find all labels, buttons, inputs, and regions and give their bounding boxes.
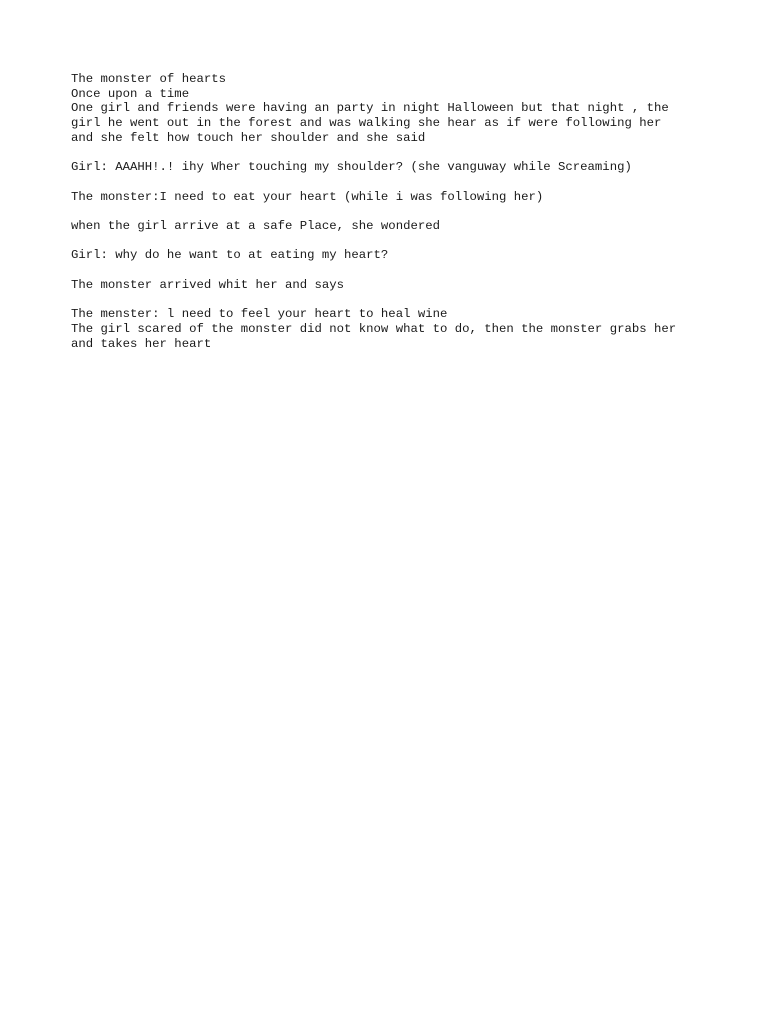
paragraph-1-line-1: One girl and friends were having an party in night Halloween but that night , the [71,101,669,116]
girl-dialogue-2: Girl: why do he want to at eating my heart? [71,248,389,263]
story-intro: Once upon a time [71,86,190,101]
narration-2: The monster arrived whit her and says [71,277,345,292]
girl-dialogue-1: Girl: AAAHH!.! ihy Wher touching my shoulder? (she vanguway while Screaming) [71,160,632,175]
story-title: The monster of hearts [71,72,226,86]
document-page [71,72,731,351]
monster-dialogue-2: The menster: l need to feel your heart to heal wine [71,307,448,322]
final-paragraph-line-1: The girl scared of the monster did not know what to do, then the monster grabs her [71,321,677,336]
monster-dialogue-1: The monster:I need to eat your heart (while i was following her) [71,189,544,204]
narration-1: when the girl arrive at a safe Place, she wondered [71,218,440,233]
paragraph-1-line-3: and she felt how touch her shoulder and she said [71,130,426,145]
paragraph-1-line-2: girl he went out in the forest and was walking she hear as if were following her [71,116,662,131]
final-paragraph-line-2: and takes her heart [71,336,212,351]
